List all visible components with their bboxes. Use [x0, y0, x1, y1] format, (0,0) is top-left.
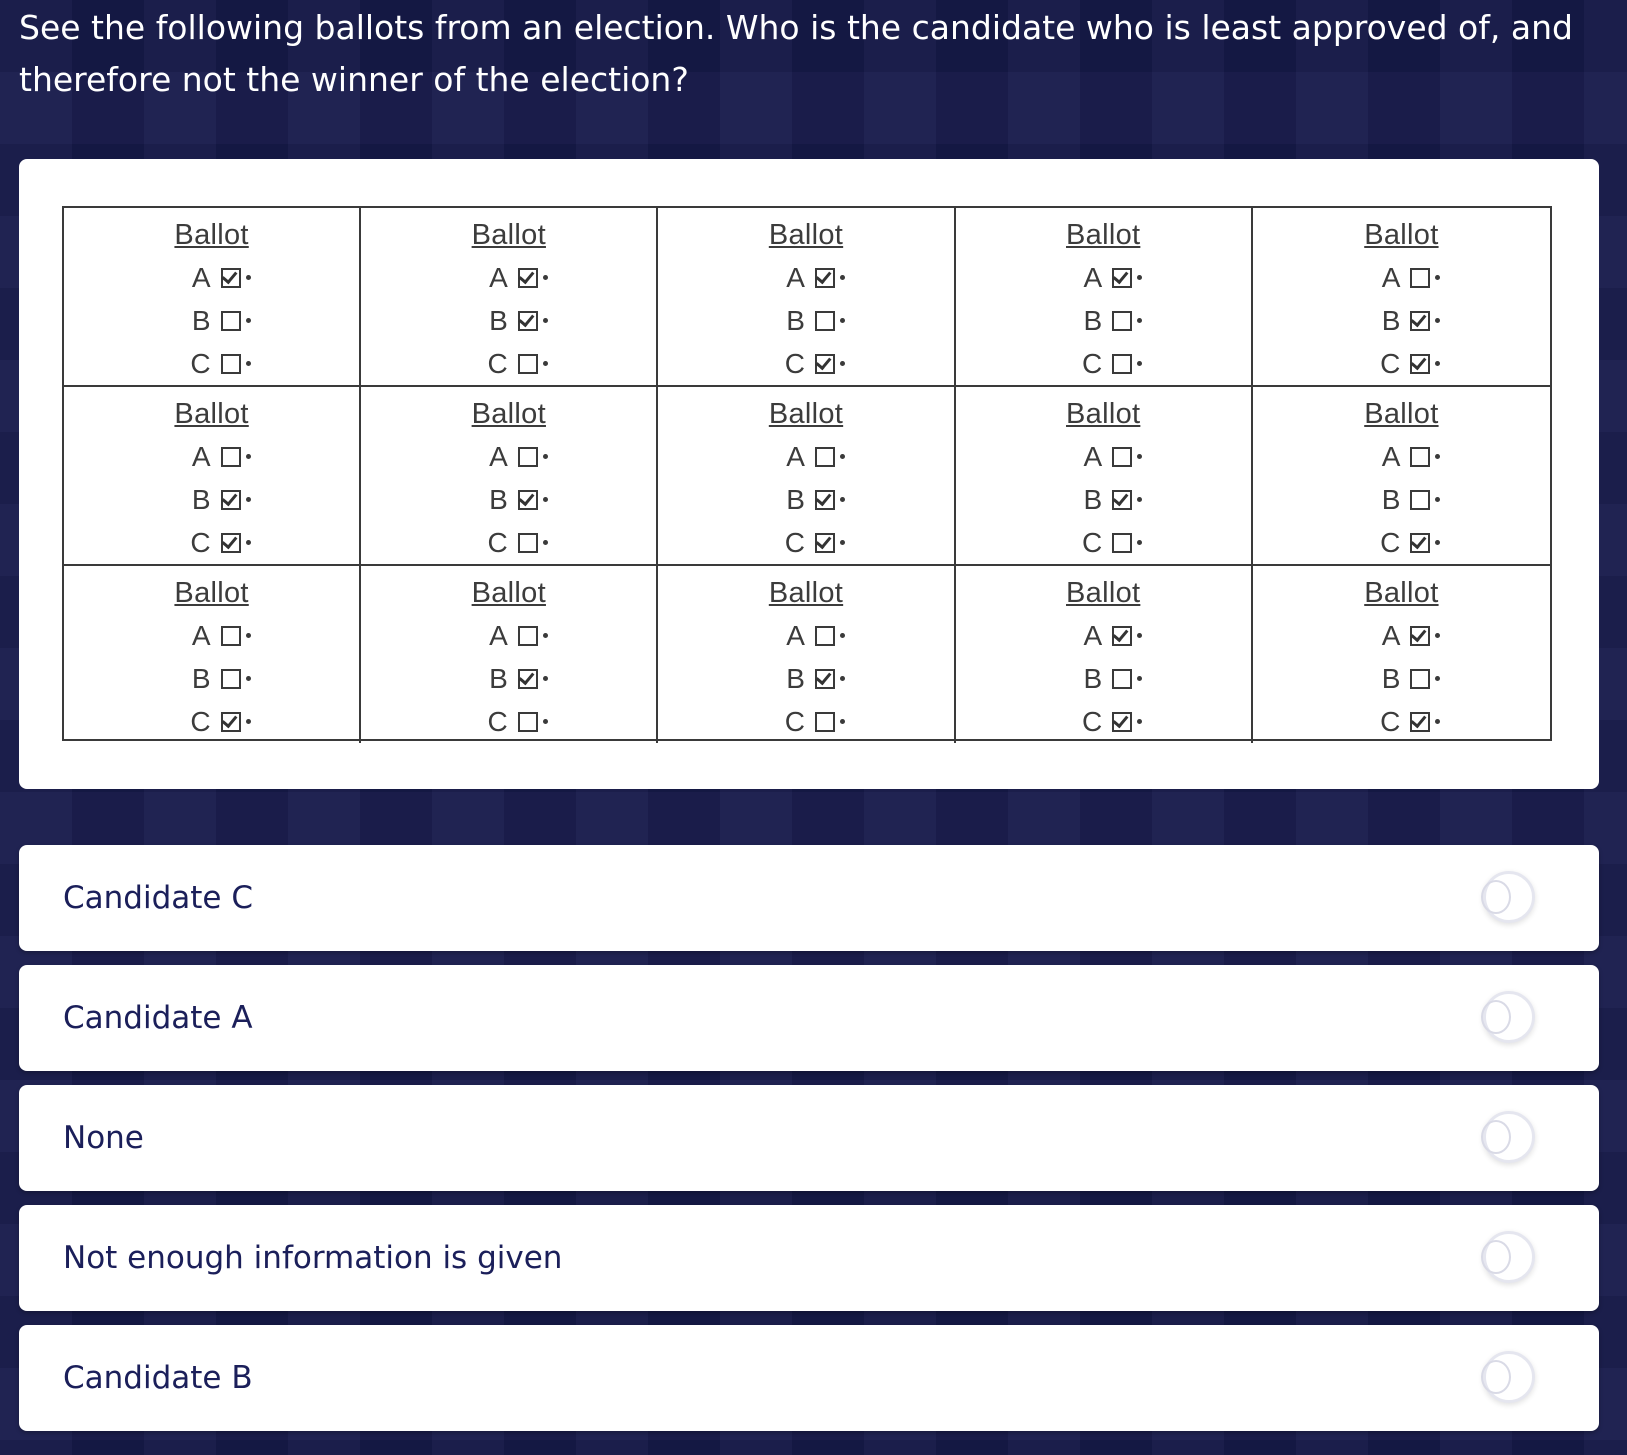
candidate-letter: B: [191, 304, 211, 336]
candidate-letter: C: [190, 705, 211, 737]
bullet-dot-icon: [1435, 676, 1440, 681]
candidate-letter: C: [190, 526, 211, 558]
bullet-dot-icon: [543, 719, 548, 724]
ballot-candidate-row: [470, 521, 548, 564]
ballot-title: Ballot: [1066, 219, 1141, 251]
ballot-title: Ballot: [174, 219, 249, 251]
candidate-letter: A: [1083, 619, 1103, 651]
ballot-cell: [64, 387, 361, 566]
ballot-candidate-row: [470, 256, 548, 299]
empty-box-icon: [221, 669, 241, 689]
empty-box-icon: [815, 447, 835, 467]
checked-box-icon: [815, 490, 835, 510]
checked-box-icon: [221, 712, 241, 732]
ballot-candidate-row: [767, 435, 845, 478]
ballot-candidate-row: [1362, 299, 1440, 342]
candidate-letter: B: [489, 662, 508, 694]
bullet-dot-icon: [543, 275, 548, 280]
option-label: None: [63, 1120, 144, 1156]
ballot-candidate-row: [470, 342, 548, 385]
option-label: Candidate A: [63, 1000, 253, 1036]
ballot-title: Ballot: [1364, 577, 1439, 609]
ballot-cell: [956, 566, 1253, 743]
empty-box-icon: [518, 354, 538, 374]
checked-box-icon: [518, 268, 538, 288]
candidate-letter: A: [489, 261, 508, 293]
checked-box-icon: [221, 268, 241, 288]
candidate-letter: B: [191, 483, 211, 515]
empty-box-icon: [1112, 447, 1132, 467]
empty-box-icon: [1112, 669, 1132, 689]
radio-circle-icon[interactable]: [1483, 1351, 1535, 1403]
checked-box-icon: [518, 311, 538, 331]
question-text: See the following ballots from an election. Who is the candidate who is least approved of, and therefore not the winner of the election?: [19, 8, 1573, 99]
bullet-dot-icon: [1137, 719, 1142, 724]
candidate-letter: B: [489, 304, 508, 336]
checked-box-icon: [815, 533, 835, 553]
ballot-candidate-row: [767, 478, 845, 521]
bullet-dot-icon: [543, 633, 548, 638]
bullet-dot-icon: [1137, 497, 1142, 502]
radio-circle-icon[interactable]: [1483, 1111, 1535, 1163]
candidate-letter: C: [190, 347, 211, 379]
option-not-enough-info[interactable]: [19, 1205, 1599, 1311]
bullet-dot-icon: [1137, 318, 1142, 323]
empty-box-icon: [1112, 533, 1132, 553]
option-candidate-b[interactable]: [19, 1325, 1599, 1431]
bullet-dot-icon: [543, 540, 548, 545]
option-candidate-a[interactable]: [19, 965, 1599, 1071]
ballot-title: Ballot: [768, 398, 844, 430]
empty-box-icon: [518, 712, 538, 732]
checked-box-icon: [815, 354, 835, 374]
option-label: Candidate B: [63, 1360, 253, 1396]
empty-box-icon: [221, 354, 241, 374]
ballot-candidate-row: [173, 700, 251, 743]
candidate-letter: B: [1083, 662, 1103, 694]
checked-box-icon: [221, 490, 241, 510]
bullet-dot-icon: [1435, 540, 1440, 545]
bullet-dot-icon: [246, 361, 251, 366]
checked-box-icon: [1112, 490, 1132, 510]
ballot-candidate-row: [1064, 700, 1142, 743]
ballot-title: Ballot: [174, 398, 249, 430]
ballot-title: Ballot: [1364, 398, 1439, 430]
checked-box-icon: [815, 268, 835, 288]
ballot-title: Ballot: [1364, 219, 1439, 251]
candidate-letter: A: [1381, 440, 1401, 472]
candidate-letter: B: [1381, 304, 1401, 336]
candidate-letter: A: [191, 619, 211, 651]
ballot-candidate-row: [1362, 435, 1440, 478]
radio-circle-icon[interactable]: [1483, 1231, 1535, 1283]
bullet-dot-icon: [1137, 361, 1142, 366]
checked-box-icon: [1410, 533, 1430, 553]
candidate-letter: B: [786, 662, 805, 694]
candidate-letter: C: [1380, 705, 1401, 737]
ballot-candidate-row: [1064, 478, 1142, 521]
ballot-candidate-row: [767, 521, 845, 564]
ballot-candidate-row: [767, 700, 845, 743]
bullet-dot-icon: [543, 676, 548, 681]
ballot-title: Ballot: [471, 219, 546, 251]
radio-circle-icon[interactable]: [1483, 991, 1535, 1043]
candidate-letter: C: [1081, 347, 1103, 379]
option-none[interactable]: [19, 1085, 1599, 1191]
ballot-cell: [64, 566, 361, 743]
ballot-candidate-row: [767, 657, 845, 700]
candidate-letter: C: [784, 526, 805, 558]
empty-box-icon: [221, 626, 241, 646]
ballot-candidate-row: [1064, 521, 1142, 564]
ballot-cell: [956, 208, 1253, 387]
ballot-cell: [1253, 387, 1550, 566]
ballot-candidate-row: [470, 614, 548, 657]
ballot-candidate-row: [1362, 478, 1440, 521]
candidate-letter: A: [786, 440, 805, 472]
bullet-dot-icon: [246, 633, 251, 638]
bullet-dot-icon: [840, 361, 845, 366]
bullet-dot-icon: [1137, 633, 1142, 638]
bullet-dot-icon: [840, 454, 845, 459]
bullet-dot-icon: [246, 540, 251, 545]
empty-box-icon: [1410, 268, 1430, 288]
candidate-letter: C: [487, 347, 508, 379]
candidate-letter: C: [1380, 347, 1401, 379]
option-label: Candidate C: [63, 880, 253, 916]
empty-box-icon: [815, 626, 835, 646]
empty-box-icon: [518, 533, 538, 553]
empty-box-icon: [518, 447, 538, 467]
ballot-cell: [658, 566, 955, 743]
candidate-letter: A: [489, 619, 508, 651]
checked-box-icon: [518, 490, 538, 510]
ballot-candidate-row: [470, 299, 548, 342]
ballot-title: Ballot: [1066, 577, 1141, 609]
empty-box-icon: [1410, 490, 1430, 510]
bullet-dot-icon: [246, 676, 251, 681]
bullet-dot-icon: [1435, 318, 1440, 323]
bullet-dot-icon: [1435, 633, 1440, 638]
ballot-candidate-row: [1064, 256, 1142, 299]
candidate-letter: B: [786, 304, 805, 336]
ballot-candidate-row: [470, 657, 548, 700]
ballot-title: Ballot: [471, 577, 546, 609]
ballot-candidate-row: [173, 657, 251, 700]
bullet-dot-icon: [1137, 275, 1142, 280]
candidate-letter: A: [191, 261, 211, 293]
ballot-candidate-row: [173, 521, 251, 564]
ballot-candidate-row: [173, 256, 251, 299]
ballot-candidate-row: [173, 614, 251, 657]
ballot-title: Ballot: [174, 577, 249, 609]
ballot-title: Ballot: [768, 219, 844, 251]
empty-box-icon: [221, 311, 241, 331]
ballot-cell: [658, 208, 955, 387]
bullet-dot-icon: [840, 719, 845, 724]
ballot-candidate-row: [1362, 614, 1440, 657]
empty-box-icon: [815, 712, 835, 732]
checked-box-icon: [1410, 712, 1430, 732]
ballot-candidate-row: [1362, 700, 1440, 743]
ballot-candidate-row: [470, 435, 548, 478]
ballot-candidate-row: [173, 299, 251, 342]
bullet-dot-icon: [840, 497, 845, 502]
empty-box-icon: [1410, 447, 1430, 467]
bullet-dot-icon: [1137, 676, 1142, 681]
empty-box-icon: [1410, 669, 1430, 689]
bullet-dot-icon: [840, 275, 845, 280]
ballot-cell: [361, 387, 658, 566]
bullet-dot-icon: [246, 318, 251, 323]
candidate-letter: A: [1381, 261, 1401, 293]
ballot-candidate-row: [173, 478, 251, 521]
bullet-dot-icon: [1435, 275, 1440, 280]
ballot-candidate-row: [1362, 256, 1440, 299]
ballot-candidate-row: [1362, 521, 1440, 564]
candidate-letter: B: [489, 483, 508, 515]
ballot-candidate-row: [1064, 657, 1142, 700]
ballot-candidate-row: [1362, 342, 1440, 385]
candidate-letter: B: [1083, 304, 1103, 336]
candidate-letter: B: [1083, 483, 1103, 515]
candidate-letter: C: [1081, 526, 1103, 558]
ballot-candidate-row: [767, 342, 845, 385]
candidate-letter: C: [487, 526, 508, 558]
bullet-dot-icon: [246, 454, 251, 459]
ballot-candidate-row: [1064, 299, 1142, 342]
ballot-cell: [361, 208, 658, 387]
bullet-dot-icon: [543, 454, 548, 459]
bullet-dot-icon: [840, 318, 845, 323]
ballot-candidate-row: [173, 435, 251, 478]
bullet-dot-icon: [1435, 719, 1440, 724]
checked-box-icon: [1410, 354, 1430, 374]
ballot-title: Ballot: [471, 398, 546, 430]
ballot-cell: [658, 387, 955, 566]
empty-box-icon: [518, 626, 538, 646]
bullet-dot-icon: [246, 275, 251, 280]
candidate-letter: C: [1380, 526, 1401, 558]
candidate-letter: A: [191, 440, 211, 472]
option-candidate-c[interactable]: [19, 845, 1599, 951]
bullet-dot-icon: [543, 361, 548, 366]
ballot-candidate-row: [1064, 614, 1142, 657]
candidate-letter: C: [487, 705, 508, 737]
ballot-candidate-row: [173, 342, 251, 385]
bullet-dot-icon: [246, 497, 251, 502]
candidate-letter: A: [1083, 440, 1103, 472]
candidate-letter: B: [786, 483, 805, 515]
bullet-dot-icon: [840, 676, 845, 681]
checked-box-icon: [221, 533, 241, 553]
empty-box-icon: [1112, 311, 1132, 331]
ballot-cell: [956, 387, 1253, 566]
empty-box-icon: [1112, 354, 1132, 374]
candidate-letter: A: [1083, 261, 1103, 293]
ballot-image-card: [19, 159, 1599, 789]
ballot-candidate-row: [1064, 435, 1142, 478]
ballot-candidate-row: [470, 478, 548, 521]
candidate-letter: B: [191, 662, 211, 694]
empty-box-icon: [815, 311, 835, 331]
ballot-cell: [1253, 208, 1550, 387]
bullet-dot-icon: [1137, 540, 1142, 545]
bullet-dot-icon: [543, 497, 548, 502]
ballot-candidate-row: [767, 256, 845, 299]
checked-box-icon: [518, 669, 538, 689]
bullet-dot-icon: [1435, 454, 1440, 459]
ballot-candidate-row: [767, 299, 845, 342]
checked-box-icon: [815, 669, 835, 689]
ballot-cell: [361, 566, 658, 743]
bullet-dot-icon: [1435, 497, 1440, 502]
checked-box-icon: [1410, 626, 1430, 646]
checked-box-icon: [1410, 311, 1430, 331]
candidate-letter: A: [1381, 619, 1401, 651]
ballot-candidate-row: [767, 614, 845, 657]
checked-box-icon: [1112, 712, 1132, 732]
empty-box-icon: [221, 447, 241, 467]
checked-box-icon: [1112, 626, 1132, 646]
option-label: Not enough information is given: [63, 1240, 563, 1276]
candidate-letter: B: [1381, 483, 1401, 515]
radio-circle-icon[interactable]: [1483, 871, 1535, 923]
bullet-dot-icon: [840, 633, 845, 638]
bullet-dot-icon: [840, 540, 845, 545]
bullet-dot-icon: [246, 719, 251, 724]
candidate-letter: A: [489, 440, 508, 472]
candidate-letter: C: [1081, 705, 1103, 737]
candidate-letter: C: [784, 347, 805, 379]
candidate-letter: A: [786, 261, 805, 293]
bullet-dot-icon: [1137, 454, 1142, 459]
ballot-candidate-row: [1362, 657, 1440, 700]
ballot-title: Ballot: [1066, 398, 1141, 430]
ballot-cell: [1253, 566, 1550, 743]
ballot-grid: [62, 206, 1552, 741]
ballot-cell: [64, 208, 361, 387]
bullet-dot-icon: [1435, 361, 1440, 366]
checked-box-icon: [1112, 268, 1132, 288]
candidate-letter: A: [786, 619, 805, 651]
ballot-candidate-row: [1064, 342, 1142, 385]
candidate-letter: C: [784, 705, 805, 737]
candidate-letter: B: [1381, 662, 1401, 694]
bullet-dot-icon: [543, 318, 548, 323]
ballot-title: Ballot: [768, 577, 844, 609]
ballot-candidate-row: [470, 700, 548, 743]
